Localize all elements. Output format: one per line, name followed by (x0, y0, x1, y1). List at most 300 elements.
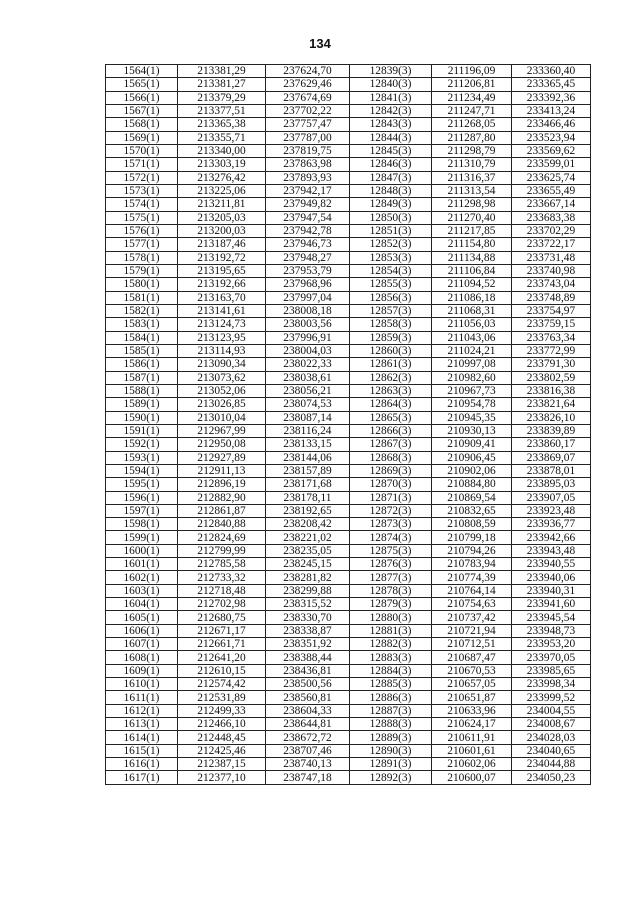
x-coordinate-right-cell: 210954,78 (432, 398, 512, 411)
point-id-right-cell: 12855(3) (350, 278, 432, 291)
point-id-right-cell: 12869(3) (350, 464, 432, 477)
point-id-right-cell: 12892(3) (350, 771, 432, 784)
point-id-right-cell: 12891(3) (350, 758, 432, 771)
y-coordinate-right-cell: 233953,20 (512, 638, 591, 651)
y-coordinate-left-cell: 238560,81 (266, 691, 350, 704)
table-row (106, 544, 591, 557)
x-coordinate-left-cell: 212733,32 (178, 571, 266, 584)
y-coordinate-left-cell: 238192,65 (266, 504, 350, 517)
page-number: 134 (309, 36, 331, 51)
x-coordinate-right-cell: 210600,07 (432, 771, 512, 784)
point-id-left-cell: 1573(1) (106, 184, 178, 197)
y-coordinate-right-cell: 233365,45 (512, 78, 591, 91)
point-id-right-cell: 12851(3) (350, 224, 432, 237)
x-coordinate-right-cell: 210967,73 (432, 384, 512, 397)
y-coordinate-left-cell: 238235,05 (266, 544, 350, 557)
y-coordinate-left-cell: 238221,02 (266, 531, 350, 544)
table-row (106, 278, 591, 291)
point-id-left-cell: 1572(1) (106, 171, 178, 184)
y-coordinate-right-cell: 233999,52 (512, 691, 591, 704)
point-id-left-cell: 1569(1) (106, 131, 178, 144)
y-coordinate-right-cell: 233878,01 (512, 464, 591, 477)
x-coordinate-left-cell: 213377,51 (178, 104, 266, 117)
point-id-right-cell: 12884(3) (350, 664, 432, 677)
point-id-right-cell: 12853(3) (350, 251, 432, 264)
x-coordinate-left-cell: 212702,98 (178, 598, 266, 611)
point-id-right-cell: 12858(3) (350, 318, 432, 331)
table-row (106, 664, 591, 677)
x-coordinate-right-cell: 210651,87 (432, 691, 512, 704)
table-row (106, 691, 591, 704)
x-coordinate-left-cell: 213381,29 (178, 65, 266, 78)
y-coordinate-right-cell: 234050,23 (512, 771, 591, 784)
y-coordinate-right-cell: 233826,10 (512, 411, 591, 424)
point-id-right-cell: 12863(3) (350, 384, 432, 397)
y-coordinate-right-cell: 233763,34 (512, 331, 591, 344)
y-coordinate-left-cell: 238245,15 (266, 558, 350, 571)
point-id-right-cell: 12873(3) (350, 518, 432, 531)
table-row (106, 651, 591, 664)
point-id-left-cell: 1603(1) (106, 584, 178, 597)
x-coordinate-left-cell: 212861,87 (178, 504, 266, 517)
y-coordinate-left-cell: 238672,72 (266, 731, 350, 744)
table-row (106, 491, 591, 504)
point-id-right-cell: 12889(3) (350, 731, 432, 744)
x-coordinate-left-cell: 212882,90 (178, 491, 266, 504)
y-coordinate-right-cell: 234004,55 (512, 704, 591, 717)
point-id-right-cell: 12885(3) (350, 678, 432, 691)
table-row (106, 518, 591, 531)
x-coordinate-left-cell: 213192,66 (178, 278, 266, 291)
x-coordinate-left-cell: 213211,81 (178, 198, 266, 211)
point-id-right-cell: 12871(3) (350, 491, 432, 504)
point-id-left-cell: 1581(1) (106, 291, 178, 304)
point-id-right-cell: 12887(3) (350, 704, 432, 717)
x-coordinate-left-cell: 212574,42 (178, 678, 266, 691)
y-coordinate-left-cell: 237949,82 (266, 198, 350, 211)
point-id-left-cell: 1588(1) (106, 384, 178, 397)
point-id-left-cell: 1601(1) (106, 558, 178, 571)
point-id-left-cell: 1611(1) (106, 691, 178, 704)
table-row (106, 291, 591, 304)
point-id-left-cell: 1597(1) (106, 504, 178, 517)
y-coordinate-right-cell: 233970,05 (512, 651, 591, 664)
point-id-left-cell: 1577(1) (106, 238, 178, 251)
table-row (106, 718, 591, 731)
x-coordinate-left-cell: 213026,85 (178, 398, 266, 411)
table-row (106, 144, 591, 157)
y-coordinate-left-cell: 237819,75 (266, 144, 350, 157)
y-coordinate-left-cell: 237947,54 (266, 211, 350, 224)
table-row (106, 464, 591, 477)
x-coordinate-right-cell: 210764,14 (432, 584, 512, 597)
table-row (106, 184, 591, 197)
point-id-right-cell: 12883(3) (350, 651, 432, 664)
point-id-right-cell: 12874(3) (350, 531, 432, 544)
x-coordinate-right-cell: 210909,41 (432, 438, 512, 451)
x-coordinate-left-cell: 212466,10 (178, 718, 266, 731)
y-coordinate-left-cell: 238436,81 (266, 664, 350, 677)
point-id-right-cell: 12864(3) (350, 398, 432, 411)
point-id-left-cell: 1606(1) (106, 624, 178, 637)
point-id-left-cell: 1602(1) (106, 571, 178, 584)
point-id-right-cell: 12865(3) (350, 411, 432, 424)
point-id-left-cell: 1596(1) (106, 491, 178, 504)
y-coordinate-right-cell: 233936,77 (512, 518, 591, 531)
x-coordinate-right-cell: 211313,54 (432, 184, 512, 197)
y-coordinate-right-cell: 233754,97 (512, 304, 591, 317)
y-coordinate-left-cell: 238022,33 (266, 358, 350, 371)
table-row (106, 678, 591, 691)
x-coordinate-right-cell: 211268,05 (432, 118, 512, 131)
x-coordinate-left-cell: 213195,65 (178, 264, 266, 277)
y-coordinate-left-cell: 238281,82 (266, 571, 350, 584)
y-coordinate-right-cell: 233743,04 (512, 278, 591, 291)
table-row (106, 598, 591, 611)
point-id-left-cell: 1570(1) (106, 144, 178, 157)
y-coordinate-right-cell: 233740,98 (512, 264, 591, 277)
x-coordinate-right-cell: 210633,96 (432, 704, 512, 717)
table-row (106, 198, 591, 211)
y-coordinate-left-cell: 238003,56 (266, 318, 350, 331)
y-coordinate-right-cell: 233802,59 (512, 371, 591, 384)
x-coordinate-left-cell: 212499,33 (178, 704, 266, 717)
table-row (106, 531, 591, 544)
x-coordinate-left-cell: 213010,04 (178, 411, 266, 424)
point-id-right-cell: 12857(3) (350, 304, 432, 317)
point-id-left-cell: 1605(1) (106, 611, 178, 624)
x-coordinate-left-cell: 213141,61 (178, 304, 266, 317)
point-id-right-cell: 12867(3) (350, 438, 432, 451)
y-coordinate-right-cell: 234040,65 (512, 744, 591, 757)
x-coordinate-right-cell: 210721,94 (432, 624, 512, 637)
x-coordinate-left-cell: 213355,71 (178, 131, 266, 144)
point-id-left-cell: 1614(1) (106, 731, 178, 744)
table-row (106, 104, 591, 117)
x-coordinate-right-cell: 211024,21 (432, 344, 512, 357)
point-id-right-cell: 12870(3) (350, 478, 432, 491)
y-coordinate-right-cell: 233940,06 (512, 571, 591, 584)
y-coordinate-right-cell: 233816,38 (512, 384, 591, 397)
x-coordinate-left-cell: 212840,88 (178, 518, 266, 531)
table-row (106, 638, 591, 651)
x-coordinate-right-cell: 211270,40 (432, 211, 512, 224)
point-id-right-cell: 12841(3) (350, 91, 432, 104)
x-coordinate-left-cell: 212718,48 (178, 584, 266, 597)
x-coordinate-left-cell: 212799,99 (178, 544, 266, 557)
x-coordinate-left-cell: 213187,46 (178, 238, 266, 251)
y-coordinate-left-cell: 238116,24 (266, 424, 350, 437)
y-coordinate-left-cell: 238133,15 (266, 438, 350, 451)
y-coordinate-right-cell: 233748,89 (512, 291, 591, 304)
table-row (106, 238, 591, 251)
x-coordinate-right-cell: 210906,45 (432, 451, 512, 464)
point-id-left-cell: 1587(1) (106, 371, 178, 384)
point-id-right-cell: 12866(3) (350, 424, 432, 437)
table-row (106, 371, 591, 384)
y-coordinate-right-cell: 234008,67 (512, 718, 591, 731)
y-coordinate-left-cell: 238004,03 (266, 344, 350, 357)
y-coordinate-left-cell: 238330,70 (266, 611, 350, 624)
x-coordinate-right-cell: 210687,47 (432, 651, 512, 664)
point-id-left-cell: 1567(1) (106, 104, 178, 117)
table-row (106, 91, 591, 104)
x-coordinate-right-cell: 211316,37 (432, 171, 512, 184)
table-row (106, 571, 591, 584)
point-id-right-cell: 12879(3) (350, 598, 432, 611)
x-coordinate-right-cell: 211106,84 (432, 264, 512, 277)
y-coordinate-right-cell: 233392,36 (512, 91, 591, 104)
y-coordinate-left-cell: 238178,11 (266, 491, 350, 504)
y-coordinate-left-cell: 238351,92 (266, 638, 350, 651)
table-row (106, 424, 591, 437)
x-coordinate-right-cell: 211086,18 (432, 291, 512, 304)
x-coordinate-left-cell: 212610,15 (178, 664, 266, 677)
x-coordinate-left-cell: 212927,89 (178, 451, 266, 464)
point-id-left-cell: 1586(1) (106, 358, 178, 371)
x-coordinate-left-cell: 212641,20 (178, 651, 266, 664)
y-coordinate-left-cell: 237674,69 (266, 91, 350, 104)
y-coordinate-right-cell: 233948,73 (512, 624, 591, 637)
coordinates-table (105, 64, 591, 785)
y-coordinate-right-cell: 233667,14 (512, 198, 591, 211)
y-coordinate-right-cell: 233360,40 (512, 65, 591, 78)
x-coordinate-right-cell: 210602,06 (432, 758, 512, 771)
point-id-right-cell: 12848(3) (350, 184, 432, 197)
x-coordinate-left-cell: 212661,71 (178, 638, 266, 651)
table-row (106, 771, 591, 784)
point-id-left-cell: 1591(1) (106, 424, 178, 437)
x-coordinate-right-cell: 210794,26 (432, 544, 512, 557)
point-id-right-cell: 12846(3) (350, 158, 432, 171)
point-id-left-cell: 1599(1) (106, 531, 178, 544)
point-id-right-cell: 12844(3) (350, 131, 432, 144)
x-coordinate-left-cell: 212896,19 (178, 478, 266, 491)
x-coordinate-right-cell: 211310,79 (432, 158, 512, 171)
y-coordinate-right-cell: 233895,03 (512, 478, 591, 491)
point-id-left-cell: 1604(1) (106, 598, 178, 611)
y-coordinate-left-cell: 238008,18 (266, 304, 350, 317)
y-coordinate-left-cell: 237787,00 (266, 131, 350, 144)
y-coordinate-left-cell: 237968,96 (266, 278, 350, 291)
table-row (106, 171, 591, 184)
table-row (106, 438, 591, 451)
y-coordinate-left-cell: 238500,56 (266, 678, 350, 691)
x-coordinate-right-cell: 211298,98 (432, 198, 512, 211)
y-coordinate-left-cell: 238740,13 (266, 758, 350, 771)
x-coordinate-right-cell: 211056,03 (432, 318, 512, 331)
y-coordinate-right-cell: 233655,49 (512, 184, 591, 197)
table-row (106, 558, 591, 571)
point-id-left-cell: 1609(1) (106, 664, 178, 677)
point-id-right-cell: 12880(3) (350, 611, 432, 624)
point-id-left-cell: 1600(1) (106, 544, 178, 557)
y-coordinate-right-cell: 233466,46 (512, 118, 591, 131)
x-coordinate-right-cell: 210601,61 (432, 744, 512, 757)
x-coordinate-right-cell: 210657,05 (432, 678, 512, 691)
point-id-left-cell: 1615(1) (106, 744, 178, 757)
point-id-right-cell: 12859(3) (350, 331, 432, 344)
x-coordinate-right-cell: 210799,18 (432, 531, 512, 544)
y-coordinate-right-cell: 233702,29 (512, 224, 591, 237)
table-row (106, 478, 591, 491)
x-coordinate-right-cell: 210997,08 (432, 358, 512, 371)
x-coordinate-right-cell: 211234,49 (432, 91, 512, 104)
point-id-right-cell: 12868(3) (350, 451, 432, 464)
x-coordinate-right-cell: 210783,94 (432, 558, 512, 571)
point-id-right-cell: 12877(3) (350, 571, 432, 584)
x-coordinate-right-cell: 211068,31 (432, 304, 512, 317)
y-coordinate-left-cell: 238144,06 (266, 451, 350, 464)
table-row (106, 224, 591, 237)
x-coordinate-left-cell: 212387,15 (178, 758, 266, 771)
point-id-left-cell: 1584(1) (106, 331, 178, 344)
y-coordinate-right-cell: 233683,38 (512, 211, 591, 224)
point-id-right-cell: 12860(3) (350, 344, 432, 357)
point-id-left-cell: 1585(1) (106, 344, 178, 357)
point-id-right-cell: 12875(3) (350, 544, 432, 557)
y-coordinate-right-cell: 233940,31 (512, 584, 591, 597)
y-coordinate-right-cell: 233869,07 (512, 451, 591, 464)
point-id-left-cell: 1575(1) (106, 211, 178, 224)
x-coordinate-right-cell: 211043,06 (432, 331, 512, 344)
x-coordinate-left-cell: 212448,45 (178, 731, 266, 744)
point-id-left-cell: 1574(1) (106, 198, 178, 211)
y-coordinate-left-cell: 238604,33 (266, 704, 350, 717)
point-id-left-cell: 1610(1) (106, 678, 178, 691)
y-coordinate-right-cell: 233945,54 (512, 611, 591, 624)
point-id-left-cell: 1592(1) (106, 438, 178, 451)
x-coordinate-left-cell: 213381,27 (178, 78, 266, 91)
y-coordinate-right-cell: 233569,62 (512, 144, 591, 157)
point-id-right-cell: 12850(3) (350, 211, 432, 224)
point-id-right-cell: 12839(3) (350, 65, 432, 78)
y-coordinate-left-cell: 237757,47 (266, 118, 350, 131)
y-coordinate-right-cell: 233907,05 (512, 491, 591, 504)
table-row (106, 131, 591, 144)
point-id-right-cell: 12852(3) (350, 238, 432, 251)
x-coordinate-right-cell: 210737,42 (432, 611, 512, 624)
y-coordinate-right-cell: 234028,03 (512, 731, 591, 744)
x-coordinate-left-cell: 212950,08 (178, 438, 266, 451)
point-id-right-cell: 12856(3) (350, 291, 432, 304)
x-coordinate-left-cell: 212967,99 (178, 424, 266, 437)
x-coordinate-right-cell: 210902,06 (432, 464, 512, 477)
point-id-right-cell: 12888(3) (350, 718, 432, 731)
y-coordinate-left-cell: 238074,53 (266, 398, 350, 411)
table-row (106, 65, 591, 78)
table-row (106, 384, 591, 397)
y-coordinate-left-cell: 237953,79 (266, 264, 350, 277)
y-coordinate-left-cell: 237629,46 (266, 78, 350, 91)
x-coordinate-right-cell: 211298,79 (432, 144, 512, 157)
table-row (106, 504, 591, 517)
y-coordinate-right-cell: 233923,48 (512, 504, 591, 517)
table-row (106, 451, 591, 464)
x-coordinate-left-cell: 213276,42 (178, 171, 266, 184)
x-coordinate-left-cell: 212531,89 (178, 691, 266, 704)
x-coordinate-left-cell: 213123,95 (178, 331, 266, 344)
point-id-left-cell: 1608(1) (106, 651, 178, 664)
y-coordinate-left-cell: 238038,61 (266, 371, 350, 384)
point-id-right-cell: 12861(3) (350, 358, 432, 371)
x-coordinate-right-cell: 210945,35 (432, 411, 512, 424)
point-id-left-cell: 1594(1) (106, 464, 178, 477)
x-coordinate-left-cell: 213073,62 (178, 371, 266, 384)
point-id-left-cell: 1568(1) (106, 118, 178, 131)
y-coordinate-left-cell: 238707,46 (266, 744, 350, 757)
y-coordinate-left-cell: 237942,78 (266, 224, 350, 237)
x-coordinate-right-cell: 211154,80 (432, 238, 512, 251)
y-coordinate-left-cell: 238315,52 (266, 598, 350, 611)
point-id-left-cell: 1595(1) (106, 478, 178, 491)
point-id-left-cell: 1598(1) (106, 518, 178, 531)
y-coordinate-left-cell: 238299,88 (266, 584, 350, 597)
table-row (106, 304, 591, 317)
table-row (106, 264, 591, 277)
x-coordinate-right-cell: 211134,88 (432, 251, 512, 264)
y-coordinate-right-cell: 233791,30 (512, 358, 591, 371)
x-coordinate-right-cell: 210670,53 (432, 664, 512, 677)
point-id-left-cell: 1565(1) (106, 78, 178, 91)
x-coordinate-right-cell: 210884,80 (432, 478, 512, 491)
y-coordinate-left-cell: 238056,21 (266, 384, 350, 397)
point-id-left-cell: 1590(1) (106, 411, 178, 424)
x-coordinate-right-cell: 211094,52 (432, 278, 512, 291)
x-coordinate-right-cell: 210774,39 (432, 571, 512, 584)
table-row (106, 251, 591, 264)
point-id-left-cell: 1582(1) (106, 304, 178, 317)
point-id-right-cell: 12876(3) (350, 558, 432, 571)
point-id-left-cell: 1580(1) (106, 278, 178, 291)
table-row (106, 731, 591, 744)
point-id-left-cell: 1579(1) (106, 264, 178, 277)
y-coordinate-right-cell: 233839,89 (512, 424, 591, 437)
point-id-left-cell: 1571(1) (106, 158, 178, 171)
y-coordinate-left-cell: 237948,27 (266, 251, 350, 264)
table-row (106, 358, 591, 371)
point-id-left-cell: 1578(1) (106, 251, 178, 264)
y-coordinate-right-cell: 233940,55 (512, 558, 591, 571)
x-coordinate-right-cell: 210754,63 (432, 598, 512, 611)
y-coordinate-right-cell: 233731,48 (512, 251, 591, 264)
table-row (106, 611, 591, 624)
point-id-right-cell: 12842(3) (350, 104, 432, 117)
x-coordinate-left-cell: 212824,69 (178, 531, 266, 544)
point-id-right-cell: 12854(3) (350, 264, 432, 277)
y-coordinate-left-cell: 238388,44 (266, 651, 350, 664)
x-coordinate-left-cell: 213090,34 (178, 358, 266, 371)
table-row (106, 704, 591, 717)
y-coordinate-left-cell: 237863,98 (266, 158, 350, 171)
y-coordinate-right-cell: 233941,60 (512, 598, 591, 611)
x-coordinate-left-cell: 213303,19 (178, 158, 266, 171)
x-coordinate-left-cell: 212671,17 (178, 624, 266, 637)
table-row (106, 624, 591, 637)
y-coordinate-right-cell: 233625,74 (512, 171, 591, 184)
x-coordinate-left-cell: 213365,38 (178, 118, 266, 131)
point-id-left-cell: 1593(1) (106, 451, 178, 464)
y-coordinate-right-cell: 234044,88 (512, 758, 591, 771)
x-coordinate-left-cell: 213205,03 (178, 211, 266, 224)
point-id-left-cell: 1607(1) (106, 638, 178, 651)
x-coordinate-left-cell: 212911,13 (178, 464, 266, 477)
point-id-right-cell: 12878(3) (350, 584, 432, 597)
x-coordinate-left-cell: 213379,29 (178, 91, 266, 104)
point-id-right-cell: 12843(3) (350, 118, 432, 131)
y-coordinate-left-cell: 237702,22 (266, 104, 350, 117)
table-row (106, 78, 591, 91)
